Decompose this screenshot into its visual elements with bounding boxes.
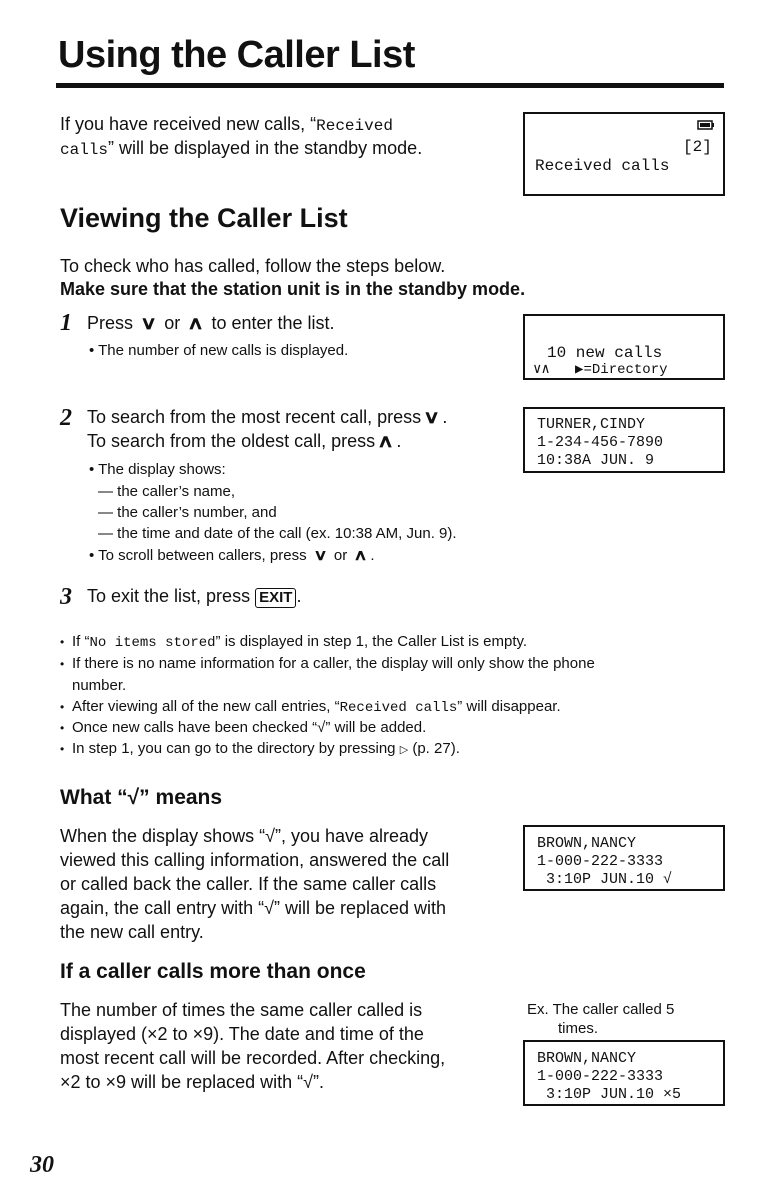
step-number: 3 xyxy=(60,584,72,610)
more-line: ×2 to ×9 will be replaced with “√”. xyxy=(60,1072,325,1092)
note-item: • Once new calls have been checked “√” will be added. xyxy=(60,719,427,736)
note-item-continued: number. xyxy=(72,677,127,694)
note-text: In step 1, you can go to the directory by pressing xyxy=(72,740,396,757)
step3-period: . xyxy=(296,586,302,606)
more-line: most recent call will be recorded. After checking, xyxy=(60,1048,446,1068)
lcd-count: [2] xyxy=(683,138,712,156)
battery-icon xyxy=(697,118,715,136)
lcd-text: Received calls xyxy=(535,157,670,175)
what-line: When the display shows “√”, you have already xyxy=(60,826,429,846)
lcd-line-3: 10:38A JUN. 9 xyxy=(537,452,655,469)
lcd-line-2: 1-000-222-3333 xyxy=(537,853,664,870)
step1-or: or xyxy=(164,313,181,333)
note-item: • After viewing all of the new call entries, “Received calls” will disappear. xyxy=(60,698,561,716)
step2-line-1: To search from the most recent call, press ∨ . xyxy=(87,407,448,427)
lcd-line-1: 10 new calls xyxy=(547,344,663,362)
example-caption: Ex. The caller called 5 xyxy=(527,1001,675,1018)
intro-text: ” will be displayed in the standby mode. xyxy=(108,138,423,158)
step2-text: To search from the oldest call, press xyxy=(87,431,376,451)
more-line: The number of times the same caller called is xyxy=(60,1000,423,1020)
lcd-line-3: 3:10P JUN.10 ×5 xyxy=(537,1086,682,1103)
viewing-heading: Viewing the Caller List xyxy=(60,203,348,233)
what-heading: What “√” means xyxy=(60,786,223,809)
lcd-standby-display xyxy=(523,112,725,196)
intro-line-1 xyxy=(60,112,393,138)
lcd-line-2: 1-234-456-7890 xyxy=(537,434,664,451)
note-text: Once new calls have been checked “√” will be added. xyxy=(72,719,427,736)
lcd-line-1: TURNER,CINDY xyxy=(537,416,646,433)
title-rule xyxy=(56,83,724,88)
up-arrow-icon: ∧ xyxy=(187,313,205,333)
viewing-paragraph: To check who has called, follow the steps below. xyxy=(60,256,446,276)
lcd-step1-display xyxy=(523,314,725,380)
step-number: 2 xyxy=(60,405,72,431)
note-text: After viewing all of the new call entries, “ xyxy=(72,698,340,715)
lcd-line-2: 1-000-222-3333 xyxy=(537,1068,664,1085)
page-number: 30 xyxy=(30,1152,54,1178)
note-text: (p. 27). xyxy=(412,740,460,757)
lcd-line-1: BROWN,NANCY xyxy=(537,1050,637,1067)
note-text: ” will disappear. xyxy=(457,698,561,715)
what-line: viewed this calling information, answered the call xyxy=(60,850,450,870)
note-item: • If there is no name information for a caller, the display will only show the phone xyxy=(60,655,595,672)
step2-scroll-note: • To scroll between callers, press ∨ or ∧ . xyxy=(89,547,375,564)
intro-code: calls xyxy=(60,141,109,159)
note-text: If “ xyxy=(72,633,90,650)
what-line: again, the call entry with “√” will be replaced with xyxy=(60,898,447,918)
step1-text xyxy=(87,311,335,335)
down-arrow-icon: ∨ xyxy=(140,313,158,333)
step2-detail: — the caller’s name, xyxy=(98,483,236,500)
up-arrow-icon: ∧ xyxy=(353,547,369,564)
more-heading: If a caller calls more than once xyxy=(60,960,366,983)
note-text: ” is displayed in step 1, the Caller List is empty. xyxy=(215,633,528,650)
step2-text: To search from the most recent call, press xyxy=(87,407,422,427)
intro-code: Received xyxy=(316,117,393,135)
step3-label: To exit the list, press xyxy=(87,586,251,606)
right-arrow-icon: ▷ xyxy=(399,744,409,756)
step2-or: or xyxy=(333,547,348,564)
lcd-what-display xyxy=(523,825,725,891)
lcd-line-3: 3:10P JUN.10 √ xyxy=(537,871,673,888)
step2-scroll-text: • To scroll between callers, press xyxy=(89,547,307,564)
lcd-step2-display xyxy=(523,407,725,473)
intro-line-2 xyxy=(60,136,422,162)
step1-text-b: to enter the list. xyxy=(211,313,335,333)
note-code: No items stored xyxy=(89,635,216,651)
what-line: or called back the caller. If the same caller calls xyxy=(60,874,437,894)
exit-key: EXIT xyxy=(255,588,296,608)
step2-bullet: • The display shows: xyxy=(89,461,226,478)
lcd-line-2: ∨∧ ▶=Directory xyxy=(533,362,668,378)
page-title: Using the Caller List xyxy=(58,34,415,76)
step1-text-a: Press xyxy=(87,313,134,333)
step2-line-2: To search from the oldest call, press ∧ . xyxy=(87,431,402,451)
intro-text: If you have received new calls, “ xyxy=(60,114,317,134)
down-arrow-icon: ∨ xyxy=(313,547,328,564)
lcd-more-display xyxy=(523,1040,725,1106)
step1-note: • The number of new calls is displayed. xyxy=(89,342,349,359)
step2-detail: — the time and date of the call (ex. 10:38 AM, Jun. 9). xyxy=(98,525,457,542)
step-number: 1 xyxy=(60,310,72,336)
note-text: If there is no name information for a caller, the display will only show the phone xyxy=(72,655,595,672)
note-item: • In step 1, you can go to the directory by pressing ▷ (p. 27). xyxy=(60,740,460,757)
what-line: the new call entry. xyxy=(60,922,204,942)
note-code: Received calls xyxy=(339,700,458,716)
up-arrow-icon: ∧ xyxy=(377,431,395,451)
more-line: displayed (×2 to ×9). The date and time of the xyxy=(60,1024,424,1044)
example-caption-continued: times. xyxy=(558,1020,599,1037)
lcd-line-1: BROWN,NANCY xyxy=(537,835,637,852)
step3-text xyxy=(87,584,301,608)
viewing-instruction: Make sure that the station unit is in the standby mode. xyxy=(60,279,526,299)
down-arrow-icon: ∨ xyxy=(423,407,441,427)
step2-detail: — the caller’s number, and xyxy=(98,504,277,521)
note-item: • If “No items stored” is displayed in step 1, the Caller List is empty. xyxy=(60,633,528,651)
